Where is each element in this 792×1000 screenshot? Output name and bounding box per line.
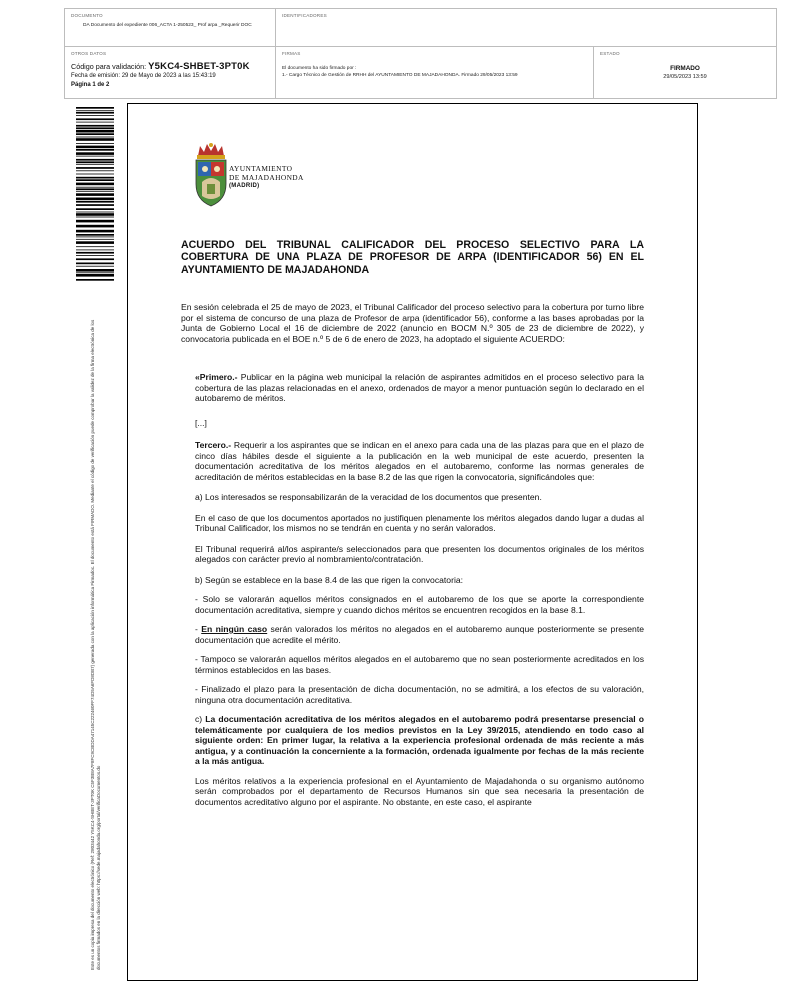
logo-line-1: AYUNTAMIENTO [229,164,293,173]
document-title: ACUERDO DEL TRIBUNAL CALIFICADOR DEL PROCESO SELECTIVO PARA LA COBERTURA DE UNA PLAZA DE PROFESOR DE ARPA (IDENTIFICADOR 56) EN EL AYUNTAMIENTO DE MAJADAHONDA [181,239,644,276]
en-ningun-caso-emphasis: En ningún caso [201,624,268,634]
firmas-value: 1.- Cargo Técnico de Gestión de RRHH del AYUNTAMIENTO DE MAJADAHONDA. Firmado 29/05/2023 13:59 [282,73,518,78]
item-c-bold-text: La documentación acreditativa de los méritos alegados en el autobaremo podrá presentarse presencial o telemáticamente por cualquiera de los medios previstos en la Ley 39/2015, atendiendo en todo caso al siguiente orden: En primer lugar, la relativa a la experiencia profesional ordenada de más reciente a más antigua, y a continuación la concerniente a la formación, ordenada igualmente por fechas de la más reciente a la más antigua. [195,714,644,766]
primero-lead: «Primero.- [195,372,238,382]
validation-code-line [71,61,250,72]
estado-fecha: 29/05/2023 13:59 [663,74,707,80]
tercero-paragraph [195,440,644,482]
item-c [195,714,644,767]
item-a: a) Los interesados se responsabilizarán de la veracidad de los documentos que presenten. [195,492,542,502]
identificadores-cell [276,9,776,47]
firmas-cell [276,47,594,98]
estado-label: ESTADO [600,51,620,56]
ayuntamiento-logo-text [229,165,304,191]
tribunal-paragraph: El Tribunal requerirá al/los aspirante/s seleccionados para que presenten los documentos originales de los méritos alegados con carácter previo al nombramiento/contratación. [195,543,644,564]
dash-item-3: - Tampoco se valorarán aquellos méritos alegados en el autobaremo que no sean posteriormente acreditados en los términos establecidos en las bases. [195,654,644,675]
tercero-text: Requerir a los aspirantes que se indican en el anexo para cada una de las plazas para que en el plazo de cinco días hábiles desde el siguiente a la publicación en la web municipal de este acuerdo, presenten la documentación acreditativa de los méritos alegados en el autobaremo, conforme las normas generales de acreditación de méritos establecidas en la base 8.2 de las que rigen la convocatoria, significándoles que: [195,440,644,482]
dash-item-1: - Solo se valorarán aquellos méritos consignados en el autobaremo de los que se aporte la correspondiente documentación acreditativa, siempre y cuando dichos méritos se encuentren recogidos en la base 8.1. [195,594,644,615]
intro-paragraph: En sesión celebrada el 25 de mayo de 2023, el Tribunal Calificador del proceso selectivo para la cobertura por turno libre por el sistema de concurso de una plaza de Profesor de arpa (identificador 56), conforme a las bases aprobadas por la Junta de Gobierno Local el 16 de diciembre de 2022 (anuncio en BOCM N.º 305 de 23 de diciembre de 2022), y convocatoria publicada en el BOE n.º 5 de 6 de enero de 2023, ha adoptado el siguiente ACUERDO: [181,302,644,344]
item-b: b) Según se establece en la base 8.4 de las que rigen la convocatoria: [195,574,464,585]
item-c-prefix: c) [195,714,206,724]
final-paragraph: Los méritos relativos a la experiencia profesional en el Ayuntamiento de Majadahonda o su organismo autónomo serán comprobados por el departamento de Recursos Humanos sin que sea necesaria la presentación de documentos acreditativo alguno por el aspirante. No obstante, en este caso, el aspirante [195,775,644,807]
dash-item-4: - Finalizado el plazo para la presentación de dicha documentación, no se admitirá, a los efectos de su valoración, ninguna otra documentación acreditativa. [195,684,644,705]
estado-cell [594,47,776,98]
documento-value: DA Documento del expediente 006_ACTA 1-250523_ Prof arpa _Requerir DOC [83,23,252,28]
validation-code[interactable]: Y5KC4-SHBET-3PT0K [148,61,250,72]
ellipsis: [...] [195,417,207,428]
codigo-label: Código para validación: [71,62,147,71]
documento-label: DOCUMENTO [71,13,103,18]
logo-line-3: (MADRID) [229,183,260,190]
documento-cell [65,9,276,47]
verification-side-note: Este es un copia impresa del documento electrónico (Ref: 2803442 Y5KC4-SHBET-3PT0K C5F3B8A7F8FC9CBDDA47145C222460FF74D5A6FD8DB7) generada con la aplicación informática Firmadoc. El documento está FIRMADO. Mediante el código de verificación puede comprobar la validez de la firma electrónica de los documentos firmados en la dirección web: https://sede.majadahonda.org/portal/verificaDocumentos.do [90,319,102,970]
dash-2-text: serán valorados los méritos no alegados en el autobaremo aunque posteriormente se presente documentación que acredite el mérito. [195,624,644,645]
logo-line-2: DE MAJADAHONDA [229,172,304,182]
estado-value: FIRMADO [670,65,700,72]
primero-text: Publicar en la página web municipal la relación de aspirantes admitidos en el proceso selectivo para la cobertura de las plazas relacionadas en el anexo, ordenados de mayor a menor puntuación según lo declarado en el autobaremo de méritos. [195,372,644,403]
dash-item-2 [195,624,644,645]
primero-paragraph [195,372,644,404]
firmas-label: FIRMAS [282,51,301,56]
caso-paragraph: En el caso de que los documentos aportados no justifiquen plenamente los méritos alegados dando lugar a dudas al Tribunal Calificador, los mismos no se tendrán en cuenta y no serán valorados. [195,512,644,533]
tercero-lead: Tercero.- [195,440,232,450]
majadahonda-crest-icon [192,142,230,208]
barcode-icon [76,107,114,283]
dash-2-prefix: - [195,624,202,634]
identificadores-label: IDENTIFICADORES [282,13,327,18]
fecha-emision: Fecha de emisión: 29 de Mayo de 2023 a las 15:43:19 [71,73,216,79]
document-metadata-box [64,8,777,99]
document-body [181,302,644,807]
otros-datos-label: OTROS DATOS [71,51,107,56]
page-number: Página 1 de 2 [71,82,110,88]
firmas-intro: El documento ha sido firmado por : [282,66,357,71]
